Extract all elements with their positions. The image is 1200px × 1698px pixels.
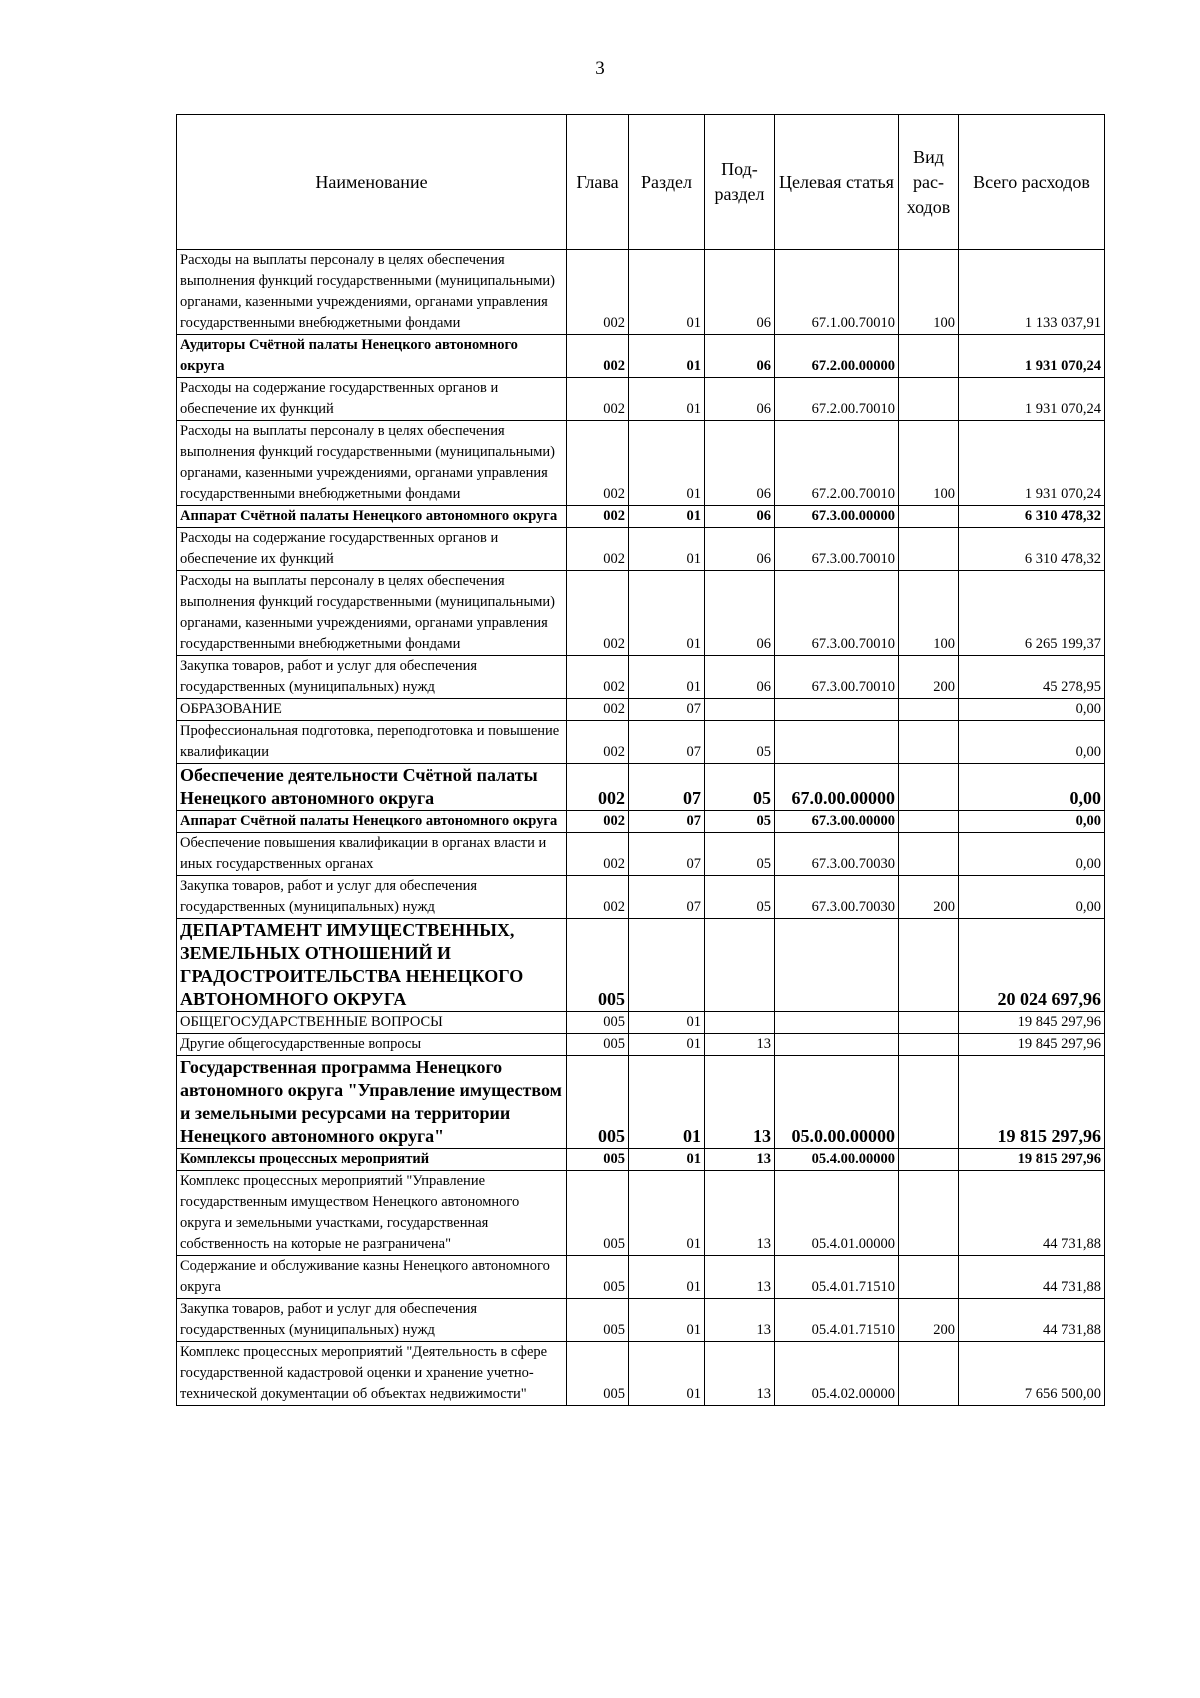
cell-razdel: 01 (629, 1299, 705, 1342)
cell-razdel: 01 (629, 1012, 705, 1034)
table-row (177, 656, 1105, 699)
cell-glava: 005 (567, 1056, 629, 1149)
cell-podrazdel: 13 (705, 1149, 775, 1171)
table-row (177, 699, 1105, 721)
cell-vid (899, 506, 959, 528)
cell-total: 6 310 478,32 (959, 506, 1105, 528)
cell-razdel: 01 (629, 1171, 705, 1256)
cell-razdel: 07 (629, 764, 705, 811)
cell-name: Закупка товаров, работ и услуг для обеспечения государственных (муниципальных) нужд (177, 656, 567, 699)
cell-total: 0,00 (959, 811, 1105, 833)
cell-name: Расходы на содержание государственных органов и обеспечение их функций (177, 528, 567, 571)
cell-glava: 005 (567, 1256, 629, 1299)
cell-glava: 002 (567, 421, 629, 506)
cell-total: 6 310 478,32 (959, 528, 1105, 571)
cell-name: Комплексы процессных мероприятий (177, 1149, 567, 1171)
table-row (177, 764, 1105, 811)
cell-podrazdel: 05 (705, 721, 775, 764)
cell-podrazdel: 13 (705, 1299, 775, 1342)
cell-celevaya (775, 1012, 899, 1034)
cell-vid (899, 833, 959, 876)
cell-glava: 005 (567, 1342, 629, 1406)
cell-razdel: 07 (629, 876, 705, 919)
cell-total: 0,00 (959, 876, 1105, 919)
cell-celevaya: 67.3.00.70010 (775, 656, 899, 699)
cell-name: Содержание и обслуживание казны Ненецкого автономного округа (177, 1256, 567, 1299)
cell-vid (899, 1012, 959, 1034)
cell-total: 20 024 697,96 (959, 919, 1105, 1012)
cell-glava: 005 (567, 1034, 629, 1056)
cell-glava: 002 (567, 656, 629, 699)
cell-podrazdel: 06 (705, 421, 775, 506)
cell-razdel: 07 (629, 833, 705, 876)
cell-total: 44 731,88 (959, 1171, 1105, 1256)
cell-podrazdel: 06 (705, 571, 775, 656)
cell-name: Комплекс процессных мероприятий "Управление государственным имуществом Ненецкого автономного округа и земельными участками, государственная собственность на которые не разграничена" (177, 1171, 567, 1256)
cell-glava: 005 (567, 1149, 629, 1171)
header-row (177, 115, 1105, 250)
page-number: 3 (595, 58, 605, 79)
table-row (177, 1171, 1105, 1256)
cell-celevaya: 05.0.00.00000 (775, 1056, 899, 1149)
cell-podrazdel: 05 (705, 876, 775, 919)
cell-razdel: 07 (629, 699, 705, 721)
cell-celevaya: 67.3.00.70010 (775, 528, 899, 571)
cell-total: 19 815 297,96 (959, 1149, 1105, 1171)
cell-total: 0,00 (959, 833, 1105, 876)
cell-glava: 002 (567, 335, 629, 378)
cell-podrazdel: 05 (705, 833, 775, 876)
cell-celevaya: 67.3.00.70030 (775, 833, 899, 876)
cell-celevaya (775, 699, 899, 721)
cell-glava: 005 (567, 919, 629, 1012)
cell-razdel: 07 (629, 721, 705, 764)
cell-celevaya: 67.2.00.70010 (775, 421, 899, 506)
cell-podrazdel: 13 (705, 1342, 775, 1406)
cell-vid (899, 919, 959, 1012)
table-row (177, 335, 1105, 378)
header-glava: Глава (567, 115, 629, 250)
cell-total: 1 931 070,24 (959, 335, 1105, 378)
cell-glava: 005 (567, 1012, 629, 1034)
cell-vid (899, 335, 959, 378)
cell-name: Другие общегосударственные вопросы (177, 1034, 567, 1056)
cell-razdel: 01 (629, 1256, 705, 1299)
cell-vid (899, 1171, 959, 1256)
cell-total: 19 845 297,96 (959, 1034, 1105, 1056)
cell-name: Аудиторы Счётной палаты Ненецкого автономного округа (177, 335, 567, 378)
budget-table (176, 114, 1105, 1406)
table-row (177, 571, 1105, 656)
cell-name: Профессиональная подготовка, переподготовка и повышение квалификации (177, 721, 567, 764)
cell-celevaya: 05.4.01.71510 (775, 1299, 899, 1342)
cell-name: Аппарат Счётной палаты Ненецкого автономного округа (177, 811, 567, 833)
cell-podrazdel (705, 699, 775, 721)
cell-celevaya (775, 1034, 899, 1056)
cell-vid (899, 811, 959, 833)
cell-podrazdel: 06 (705, 250, 775, 335)
table-row (177, 506, 1105, 528)
header-total: Всего расходов (959, 115, 1105, 250)
table-row (177, 811, 1105, 833)
cell-razdel: 01 (629, 571, 705, 656)
cell-razdel: 01 (629, 528, 705, 571)
cell-celevaya: 67.3.00.00000 (775, 811, 899, 833)
cell-razdel: 01 (629, 1034, 705, 1056)
cell-razdel: 01 (629, 250, 705, 335)
cell-vid (899, 1034, 959, 1056)
cell-total: 1 931 070,24 (959, 378, 1105, 421)
cell-glava: 005 (567, 1299, 629, 1342)
table-row (177, 919, 1105, 1012)
cell-celevaya: 05.4.00.00000 (775, 1149, 899, 1171)
cell-vid (899, 764, 959, 811)
cell-name: Аппарат Счётной палаты Ненецкого автономного округа (177, 506, 567, 528)
header-podrazdel: Под-раздел (705, 115, 775, 250)
header-vid: Вид рас-ходов (899, 115, 959, 250)
cell-total: 19 815 297,96 (959, 1056, 1105, 1149)
cell-name: Обеспечение повышения квалификации в органах власти и иных государственных органах (177, 833, 567, 876)
cell-podrazdel (705, 919, 775, 1012)
cell-celevaya: 67.3.00.70030 (775, 876, 899, 919)
cell-vid: 200 (899, 1299, 959, 1342)
cell-name: Закупка товаров, работ и услуг для обеспечения государственных (муниципальных) нужд (177, 1299, 567, 1342)
cell-name: ОБРАЗОВАНИЕ (177, 699, 567, 721)
table-row (177, 1256, 1105, 1299)
cell-vid (899, 378, 959, 421)
cell-name: Расходы на выплаты персоналу в целях обеспечения выполнения функций государственными (муниципальными) органами, казенными учреждениями, органами управления государственными внебюджетными фондами (177, 421, 567, 506)
cell-celevaya: 67.0.00.00000 (775, 764, 899, 811)
table-row (177, 250, 1105, 335)
cell-vid: 100 (899, 571, 959, 656)
cell-razdel: 01 (629, 378, 705, 421)
cell-total: 45 278,95 (959, 656, 1105, 699)
table-row (177, 421, 1105, 506)
cell-name: ОБЩЕГОСУДАРСТВЕННЫЕ ВОПРОСЫ (177, 1012, 567, 1034)
table-row (177, 378, 1105, 421)
cell-glava: 002 (567, 699, 629, 721)
cell-total: 6 265 199,37 (959, 571, 1105, 656)
cell-glava: 002 (567, 506, 629, 528)
cell-celevaya: 67.1.00.70010 (775, 250, 899, 335)
cell-glava: 002 (567, 833, 629, 876)
cell-razdel (629, 919, 705, 1012)
cell-vid (899, 699, 959, 721)
cell-podrazdel: 05 (705, 764, 775, 811)
cell-glava: 002 (567, 571, 629, 656)
cell-vid (899, 1256, 959, 1299)
cell-razdel: 07 (629, 811, 705, 833)
header-razdel: Раздел (629, 115, 705, 250)
cell-celevaya: 67.2.00.00000 (775, 335, 899, 378)
table-row (177, 1299, 1105, 1342)
cell-podrazdel: 13 (705, 1256, 775, 1299)
table-row (177, 1342, 1105, 1406)
cell-razdel: 01 (629, 656, 705, 699)
cell-total: 1 931 070,24 (959, 421, 1105, 506)
cell-vid: 200 (899, 656, 959, 699)
cell-glava: 002 (567, 250, 629, 335)
cell-glava: 002 (567, 378, 629, 421)
cell-glava: 002 (567, 811, 629, 833)
cell-podrazdel: 13 (705, 1034, 775, 1056)
cell-name: Закупка товаров, работ и услуг для обеспечения государственных (муниципальных) нужд (177, 876, 567, 919)
cell-name: Расходы на выплаты персоналу в целях обеспечения выполнения функций государственными (муниципальными) органами, казенными учреждениями, органами управления государственными внебюджетными фондами (177, 250, 567, 335)
cell-podrazdel: 05 (705, 811, 775, 833)
cell-razdel: 01 (629, 421, 705, 506)
cell-vid (899, 721, 959, 764)
cell-vid: 100 (899, 250, 959, 335)
cell-name: Государственная программа Ненецкого автономного округа "Управление имуществом и земельными ресурсами на территории Ненецкого автономного округа" (177, 1056, 567, 1149)
table-row (177, 1149, 1105, 1171)
cell-name: Расходы на содержание государственных органов и обеспечение их функций (177, 378, 567, 421)
cell-celevaya (775, 919, 899, 1012)
cell-celevaya: 05.4.01.71510 (775, 1256, 899, 1299)
table-row (177, 1012, 1105, 1034)
cell-podrazdel (705, 1012, 775, 1034)
cell-glava: 002 (567, 721, 629, 764)
cell-razdel: 01 (629, 1056, 705, 1149)
cell-total: 0,00 (959, 764, 1105, 811)
cell-vid: 200 (899, 876, 959, 919)
cell-podrazdel: 13 (705, 1171, 775, 1256)
cell-total: 19 845 297,96 (959, 1012, 1105, 1034)
cell-podrazdel: 06 (705, 528, 775, 571)
cell-vid (899, 528, 959, 571)
cell-vid: 100 (899, 421, 959, 506)
table-row (177, 833, 1105, 876)
cell-razdel: 01 (629, 506, 705, 528)
cell-podrazdel: 06 (705, 335, 775, 378)
table-row (177, 721, 1105, 764)
cell-razdel: 01 (629, 1149, 705, 1171)
cell-total: 44 731,88 (959, 1299, 1105, 1342)
cell-glava: 002 (567, 876, 629, 919)
table-row (177, 876, 1105, 919)
cell-podrazdel: 06 (705, 378, 775, 421)
cell-vid (899, 1149, 959, 1171)
cell-name: Обеспечение деятельности Счётной палаты Ненецкого автономного округа (177, 764, 567, 811)
cell-glava: 005 (567, 1171, 629, 1256)
cell-total: 7 656 500,00 (959, 1342, 1105, 1406)
cell-celevaya: 67.3.00.00000 (775, 506, 899, 528)
cell-vid (899, 1342, 959, 1406)
table-row (177, 528, 1105, 571)
cell-total: 1 133 037,91 (959, 250, 1105, 335)
cell-celevaya: 05.4.02.00000 (775, 1342, 899, 1406)
cell-glava: 002 (567, 528, 629, 571)
cell-total: 0,00 (959, 699, 1105, 721)
cell-podrazdel: 06 (705, 506, 775, 528)
cell-name: Расходы на выплаты персоналу в целях обеспечения выполнения функций государственными (муниципальными) органами, казенными учреждениями, органами управления государственными внебюджетными фондами (177, 571, 567, 656)
cell-podrazdel: 06 (705, 656, 775, 699)
cell-podrazdel: 13 (705, 1056, 775, 1149)
cell-razdel: 01 (629, 1342, 705, 1406)
cell-celevaya: 05.4.01.00000 (775, 1171, 899, 1256)
cell-vid (899, 1056, 959, 1149)
table-row (177, 1034, 1105, 1056)
cell-glava: 002 (567, 764, 629, 811)
header-celevaya: Целевая статья (775, 115, 899, 250)
cell-celevaya: 67.3.00.70010 (775, 571, 899, 656)
cell-name: Комплекс процессных мероприятий "Деятельность в сфере государственной кадастровой оценки и хранение учетно-технической документации об объектах недвижимости" (177, 1342, 567, 1406)
table-body (177, 250, 1105, 1406)
cell-razdel: 01 (629, 335, 705, 378)
table-row (177, 1056, 1105, 1149)
cell-celevaya: 67.2.00.70010 (775, 378, 899, 421)
header-name: Наименование (177, 115, 567, 250)
cell-celevaya (775, 721, 899, 764)
cell-total: 0,00 (959, 721, 1105, 764)
cell-name: ДЕПАРТАМЕНТ ИМУЩЕСТВЕННЫХ, ЗЕМЕЛЬНЫХ ОТНОШЕНИЙ И ГРАДОСТРОИТЕЛЬСТВА НЕНЕЦКОГО АВТОНОМНОГО ОКРУГА (177, 919, 567, 1012)
cell-total: 44 731,88 (959, 1256, 1105, 1299)
